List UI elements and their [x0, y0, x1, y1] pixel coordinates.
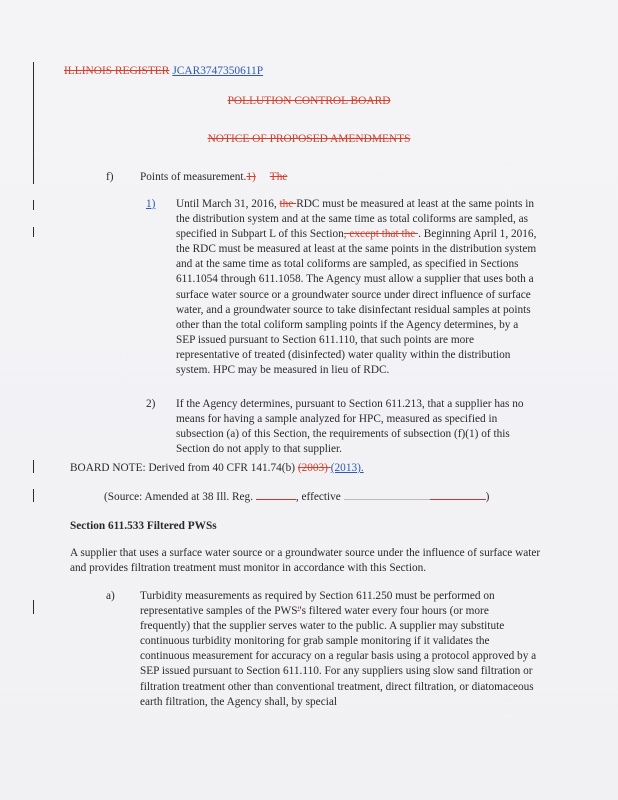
- change-bar: [33, 460, 34, 473]
- item-1-label: 1): [146, 198, 156, 210]
- board-note: BOARD NOTE: Derived from 40 CFR 141.74(b) (2003) (2013).: [70, 462, 364, 474]
- item-a-text: Turbidity measurements as required by Section 611.250 must be performed on representative samples of the PWS''s filtered water every four hours (or more frequently) that the supplier serves water to the public. A supplier may substitute continuous turbidity monitoring for grab sample monitoring if it validates the continuous measurement for accuracy on a regular basis using a protocol approved by a SEP issued pursuant to Section 611.110. For any suppliers using slow sand filtration or filtration treatment other than conventional treatment, direct filtration, or diatomaceous earth filtration, the Agency shall, by special: [140, 590, 537, 708]
- change-bar: [33, 62, 34, 184]
- change-bar: [33, 200, 34, 210]
- register-line: [64, 65, 263, 77]
- item-a-label: a): [106, 590, 115, 602]
- change-bar: [33, 600, 34, 614]
- register-id: JCAR3747350611P: [172, 65, 264, 77]
- section-heading: Section 611.533 Filtered PWSs: [70, 520, 217, 532]
- change-bar: [33, 489, 34, 502]
- section-intro: A supplier that uses a surface water source or a groundwater source under the influence of surface water and provides filtration treatment must monitor in accordance with this Section.: [70, 547, 541, 575]
- reg-blank: [256, 499, 296, 500]
- source-note: (Source: Amended at 38 Ill. Reg. , effective ): [104, 491, 490, 503]
- board-title: POLLUTION CONTROL BOARD: [227, 95, 391, 107]
- date-blank: [344, 499, 430, 500]
- date-blank-red: [430, 499, 486, 500]
- register-struck: ILLINOIS REGISTER: [64, 65, 170, 77]
- item-f-heading: Points of measurement.1) The: [140, 171, 288, 183]
- item-1-text: Until March 31, 2016, the RDC must be measured at least at the same points in the distribution system and at the same time as total coliforms are sampled, as specified in Subpart L of this Section, except that the . Beginning April 1, 2016, the RDC must be measured at least at the same points in the distribution system and at the same time as total coliforms are sampled, as specified in Sections 611.1054 through 611.1058. The Agency must allow a supplier that uses both a surface water source or a groundwater source under direct influence of surface water, and a groundwater source to take disinfectant residual samples at points other than the total coliform sampling points if the Agency determines, by a SEP issued pursuant to Section 611.110, that such points are more representative of treated (disinfected) water quality within the distribution system. HPC may be measured in lieu of RDC.: [176, 198, 537, 377]
- item-2-text: If the Agency determines, pursuant to Section 611.213, that a supplier has no means for having a sample analyzed for HPC, measured as specified in subsection (a) of this Section, the requirements of subsection (f)(1) of this Section do not apply to that supplier.: [176, 398, 524, 456]
- change-bar: [33, 227, 34, 237]
- notice-title: NOTICE OF PROPOSED AMENDMENTS: [207, 133, 411, 145]
- item-2-label: 2): [146, 398, 156, 410]
- item-f-label: f): [106, 171, 114, 183]
